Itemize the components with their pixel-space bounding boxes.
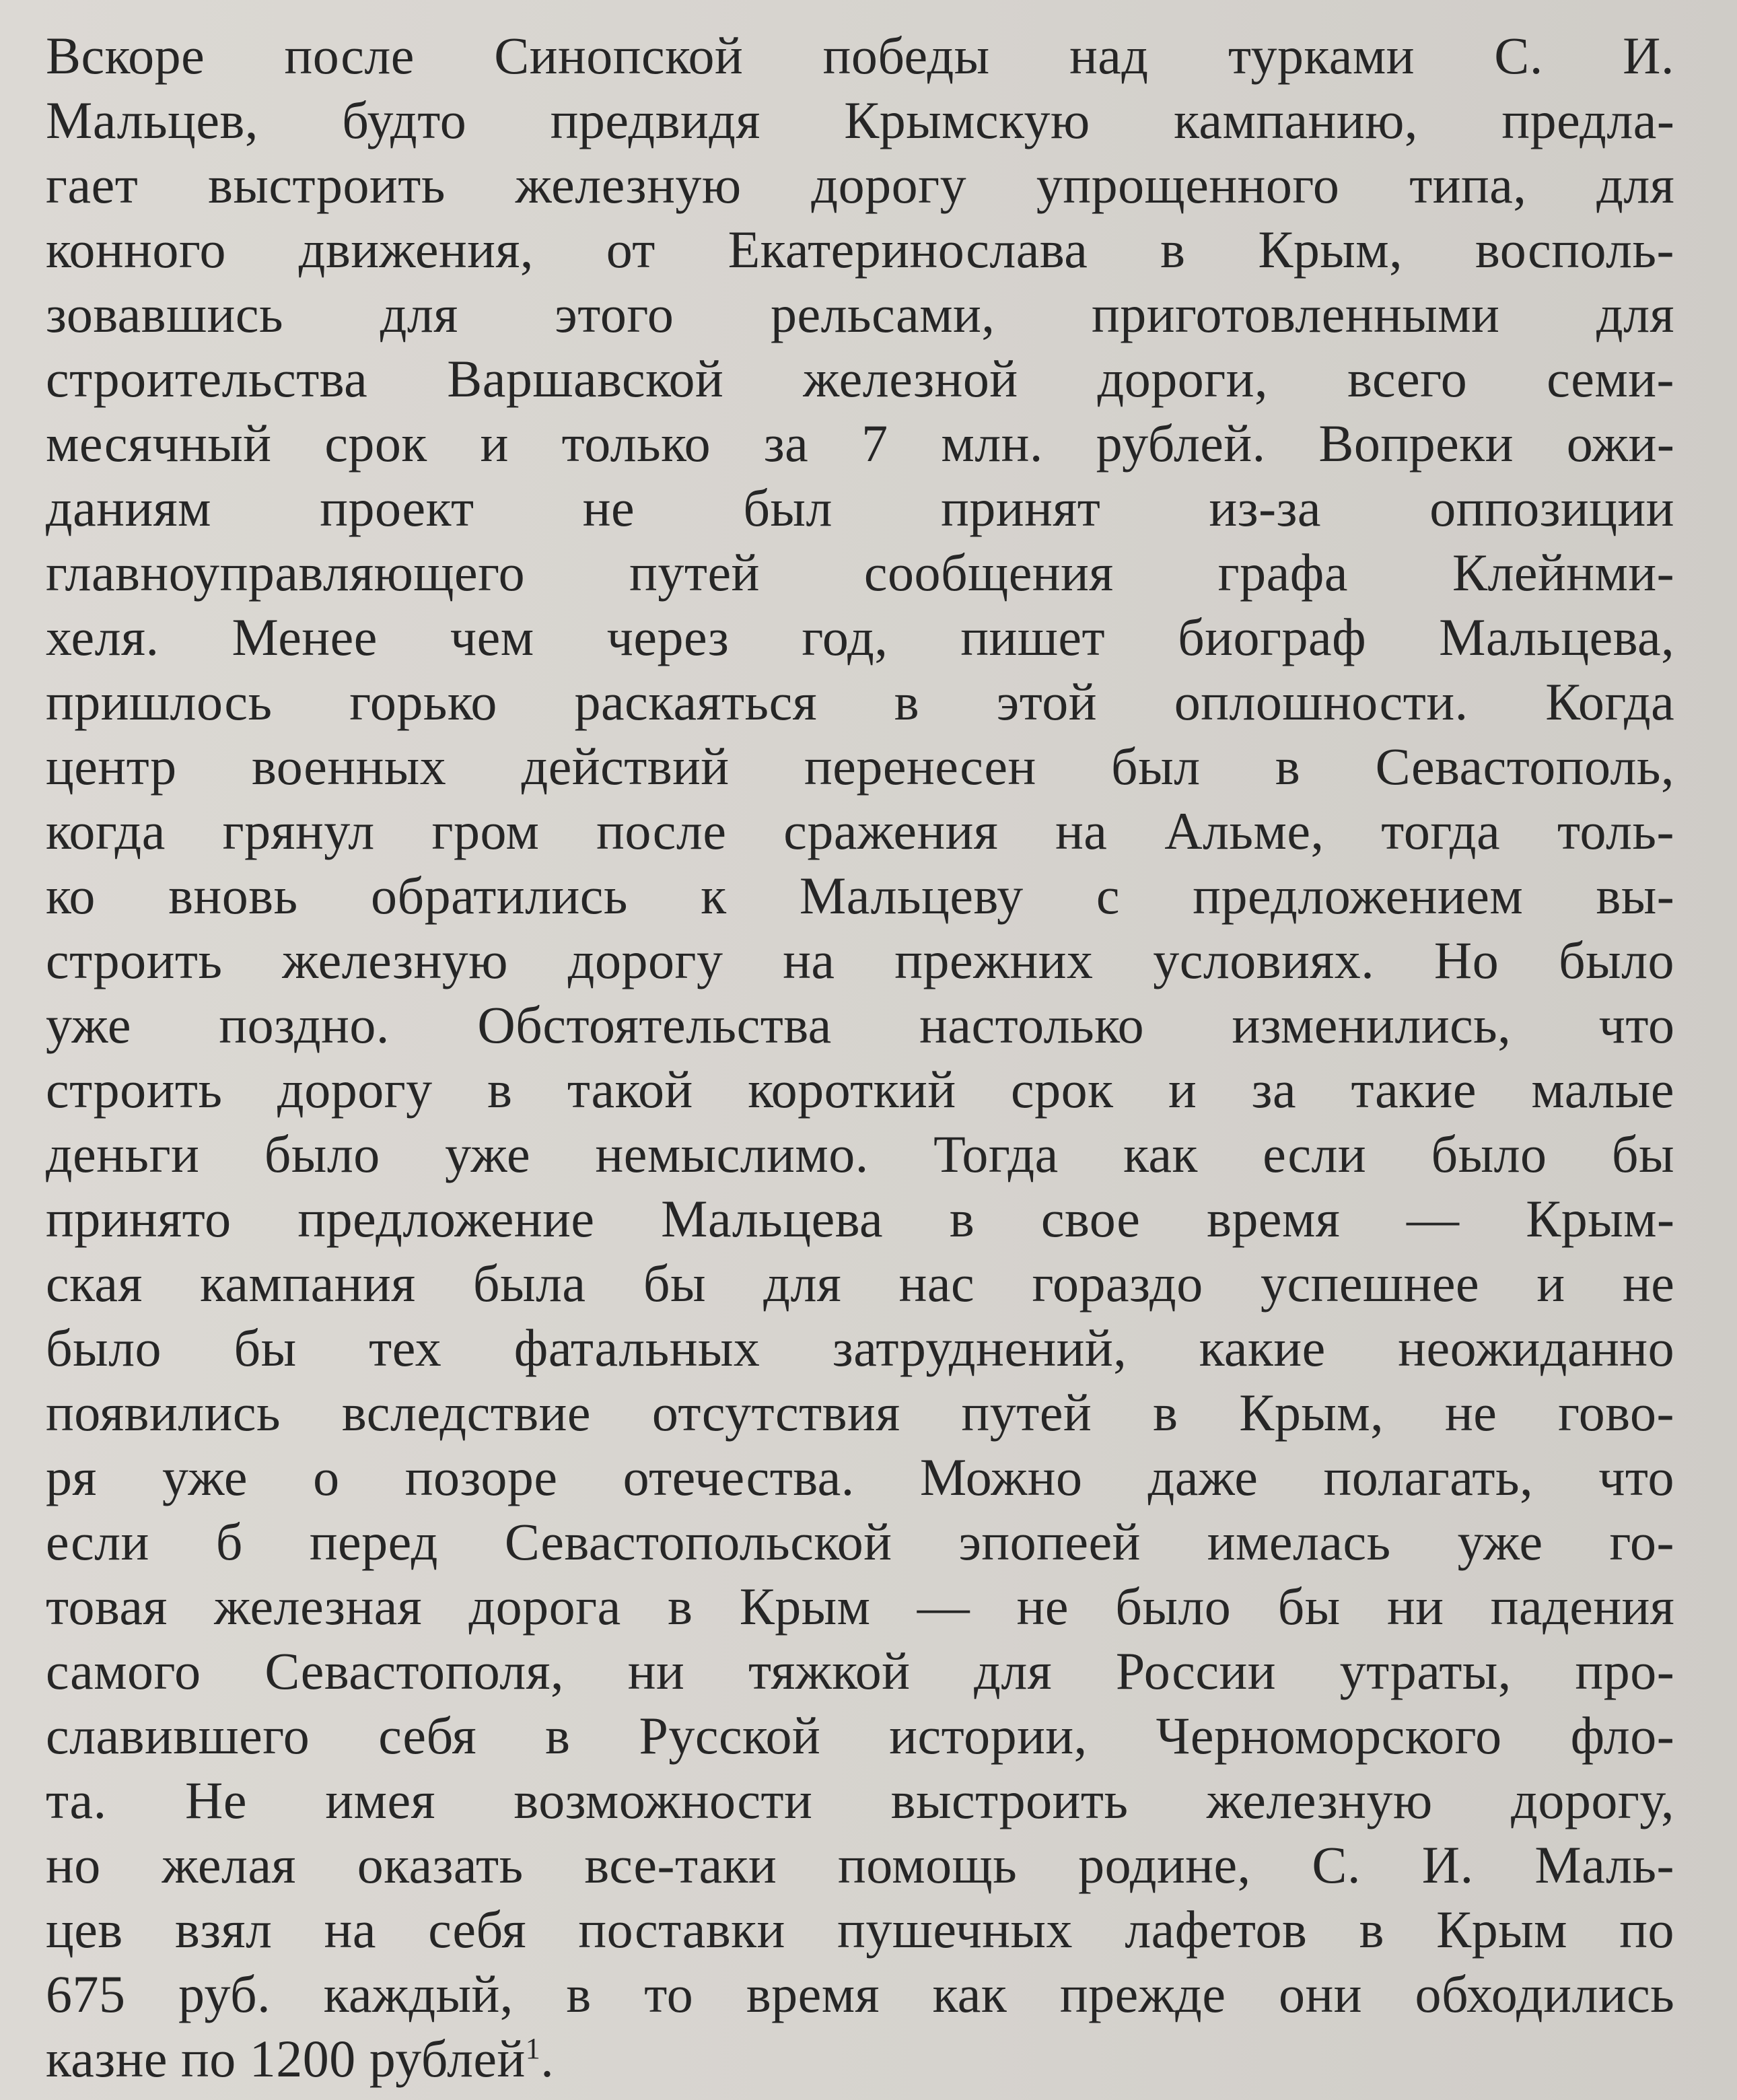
- text-line: та. Не имея возможности выстроить железную дорогу,: [46, 1771, 1674, 1829]
- text-line: даниям проект не был принят из-за оппозиции: [46, 479, 1674, 537]
- text-line: ская кампания была бы для нас гораздо успешнее и не: [46, 1254, 1675, 1312]
- last-text-line: [46, 2029, 1674, 2089]
- text-line: если б перед Севастопольской эпопеей имелась уже го-: [46, 1512, 1674, 1571]
- text-line: ко вновь обратились к Мальцеву с предложением вы-: [46, 866, 1675, 925]
- text-line: хеля. Менее чем через год, пишет биограф Мальцева,: [46, 608, 1675, 666]
- text-line: цев взял на себя поставки пушечных лафетов в Крым по: [46, 1900, 1674, 1959]
- text-line: зовавшись для этого рельсами, приготовленными для: [46, 285, 1674, 343]
- text-line: строить железную дорогу на прежних условиях. Но было: [46, 931, 1674, 989]
- text-line: Мальцев, будто предвидя Крымскую кампанию, предла-: [46, 91, 1675, 149]
- text-line: гает выстроить железную дорогу упрощенного типа, для: [46, 155, 1675, 214]
- footnote-marker[interactable]: 1: [525, 2032, 541, 2065]
- text-line: конного движения, от Екатеринослава в Крым, восполь-: [46, 220, 1674, 279]
- text-line: 675 руб. каждый, в то время как прежде они обходились: [46, 1965, 1675, 2023]
- text-line: было бы тех фатальных затруднений, какие неожиданно: [46, 1319, 1675, 1377]
- text-line: пришлось горько раскаяться в этой оплошности. Когда: [46, 672, 1675, 731]
- text-line: когда грянул гром после сражения на Альме, тогда толь-: [46, 802, 1674, 860]
- text-line: строить дорогу в такой короткий срок и за такие малые: [46, 1060, 1674, 1119]
- text-line: месячный срок и только за 7 млн. рублей. Вопреки ожи-: [46, 414, 1675, 473]
- text-line: Вскоре после Синопской победы над турками С. И.: [46, 26, 1674, 85]
- text-line: но желая оказать все-таки помощь родине, С. И. Маль-: [46, 1835, 1674, 1894]
- last-line-text: казне по 1200 рублей: [46, 2029, 526, 2088]
- text-line: товая железная дорога в Крым — не было бы ни падения: [46, 1577, 1675, 1636]
- text-line: принято предложение Мальцева в свое время — Крым-: [46, 1189, 1675, 1248]
- sentence-end: .: [540, 2029, 555, 2088]
- text-line: центр военных действий перенесен был в Севастополь,: [46, 737, 1674, 796]
- text-line: ря уже о позоре отечества. Можно даже полагать, что: [46, 1448, 1674, 1506]
- text-line: уже поздно. Обстоятельства настолько изменились, что: [46, 995, 1675, 1054]
- text-line: главноуправляющего путей сообщения графа Клейнми-: [46, 543, 1675, 602]
- text-line: появились вследствие отсутствия путей в Крым, не гово-: [46, 1383, 1674, 1442]
- text-line: деньги было уже немыслимо. Тогда как если было бы: [46, 1125, 1674, 1183]
- text-line: строительства Варшавской железной дороги, всего семи-: [46, 349, 1674, 408]
- text-line: самого Севастополя, ни тяжкой для России утраты, про-: [46, 1642, 1675, 1700]
- text-line: славившего себя в Русской истории, Черноморского фло-: [46, 1706, 1675, 1765]
